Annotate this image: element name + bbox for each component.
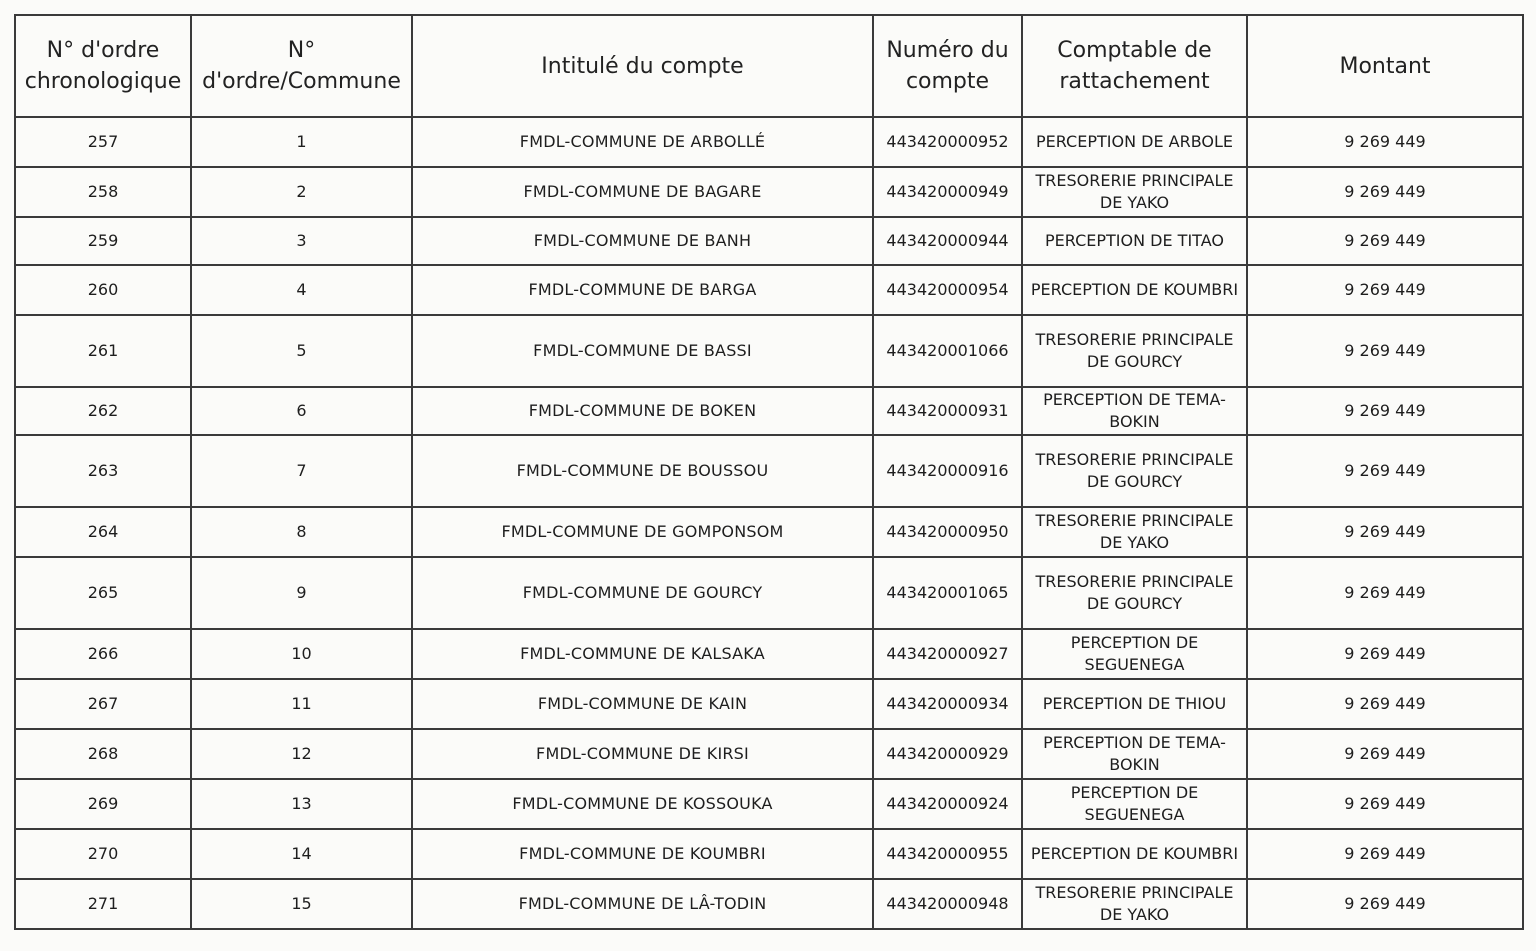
table-row <box>15 557 1523 629</box>
cell-numero-compte: 443420000952 <box>873 117 1022 167</box>
cell-numero-compte: 443420000924 <box>873 779 1022 829</box>
cell-montant: 9 269 449 <box>1247 779 1523 829</box>
header-montant: Montant <box>1247 15 1523 117</box>
cell-comptable-rattachement: PERCEPTION DE TITAO <box>1022 217 1247 265</box>
cell-ordre-commune: 9 <box>191 557 412 629</box>
cell-comptable-rattachement: TRESORERIE PRINCIPALE DE GOURCY <box>1022 435 1247 507</box>
cell-montant: 9 269 449 <box>1247 679 1523 729</box>
cell-intitule-compte: FMDL-COMMUNE DE GOMPONSOM <box>412 507 873 557</box>
cell-ordre-chronologique: 262 <box>15 387 191 435</box>
cell-intitule-compte: FMDL-COMMUNE DE KIRSI <box>412 729 873 779</box>
cell-comptable-rattachement: PERCEPTION DE KOUMBRI <box>1022 265 1247 315</box>
cell-ordre-commune: 13 <box>191 779 412 829</box>
cell-numero-compte: 443420000948 <box>873 879 1022 929</box>
cell-montant: 9 269 449 <box>1247 387 1523 435</box>
cell-intitule-compte: FMDL-COMMUNE DE BASSI <box>412 315 873 387</box>
cell-intitule-compte: FMDL-COMMUNE DE KALSAKA <box>412 629 873 679</box>
cell-numero-compte: 443420000916 <box>873 435 1022 507</box>
cell-numero-compte: 443420000927 <box>873 629 1022 679</box>
table-row <box>15 265 1523 315</box>
cell-montant: 9 269 449 <box>1247 829 1523 879</box>
cell-montant: 9 269 449 <box>1247 729 1523 779</box>
cell-comptable-rattachement: TRESORERIE PRINCIPALE DE YAKO <box>1022 507 1247 557</box>
table-header-row <box>15 15 1523 117</box>
table-row <box>15 829 1523 879</box>
header-ordre-chronologique: N° d'ordre chronologique <box>15 15 191 117</box>
cell-intitule-compte: FMDL-COMMUNE DE GOURCY <box>412 557 873 629</box>
cell-ordre-chronologique: 268 <box>15 729 191 779</box>
cell-ordre-commune: 3 <box>191 217 412 265</box>
cell-numero-compte: 443420000934 <box>873 679 1022 729</box>
header-numero-compte: Numéro du compte <box>873 15 1022 117</box>
cell-ordre-commune: 8 <box>191 507 412 557</box>
accounts-table <box>14 14 1524 930</box>
cell-comptable-rattachement: PERCEPTION DE THIOU <box>1022 679 1247 729</box>
table-row <box>15 117 1523 167</box>
cell-comptable-rattachement: PERCEPTION DE TEMA-BOKIN <box>1022 729 1247 779</box>
cell-montant: 9 269 449 <box>1247 629 1523 679</box>
cell-ordre-chronologique: 271 <box>15 879 191 929</box>
table-row <box>15 729 1523 779</box>
table-row <box>15 879 1523 929</box>
cell-ordre-commune: 11 <box>191 679 412 729</box>
table-body <box>15 117 1523 929</box>
cell-comptable-rattachement: PERCEPTION DE SEGUENEGA <box>1022 779 1247 829</box>
cell-ordre-commune: 10 <box>191 629 412 679</box>
table-row <box>15 679 1523 729</box>
cell-montant: 9 269 449 <box>1247 117 1523 167</box>
table-row <box>15 167 1523 217</box>
cell-comptable-rattachement: PERCEPTION DE TEMA-BOKIN <box>1022 387 1247 435</box>
cell-ordre-commune: 14 <box>191 829 412 879</box>
cell-montant: 9 269 449 <box>1247 315 1523 387</box>
cell-comptable-rattachement: PERCEPTION DE SEGUENEGA <box>1022 629 1247 679</box>
cell-ordre-chronologique: 267 <box>15 679 191 729</box>
cell-numero-compte: 443420001066 <box>873 315 1022 387</box>
cell-ordre-chronologique: 263 <box>15 435 191 507</box>
table-row <box>15 387 1523 435</box>
cell-ordre-chronologique: 266 <box>15 629 191 679</box>
cell-ordre-commune: 6 <box>191 387 412 435</box>
cell-montant: 9 269 449 <box>1247 167 1523 217</box>
cell-ordre-chronologique: 261 <box>15 315 191 387</box>
cell-intitule-compte: FMDL-COMMUNE DE KOSSOUKA <box>412 779 873 829</box>
table-row <box>15 779 1523 829</box>
cell-ordre-commune: 15 <box>191 879 412 929</box>
cell-numero-compte: 443420000929 <box>873 729 1022 779</box>
cell-comptable-rattachement: TRESORERIE PRINCIPALE DE GOURCY <box>1022 557 1247 629</box>
cell-intitule-compte: FMDL-COMMUNE DE BANH <box>412 217 873 265</box>
cell-comptable-rattachement: PERCEPTION DE ARBOLE <box>1022 117 1247 167</box>
cell-comptable-rattachement: TRESORERIE PRINCIPALE DE YAKO <box>1022 879 1247 929</box>
cell-comptable-rattachement: PERCEPTION DE KOUMBRI <box>1022 829 1247 879</box>
cell-ordre-chronologique: 265 <box>15 557 191 629</box>
cell-montant: 9 269 449 <box>1247 217 1523 265</box>
cell-intitule-compte: FMDL-COMMUNE DE KOUMBRI <box>412 829 873 879</box>
cell-ordre-chronologique: 260 <box>15 265 191 315</box>
cell-ordre-chronologique: 257 <box>15 117 191 167</box>
cell-montant: 9 269 449 <box>1247 879 1523 929</box>
cell-intitule-compte: FMDL-COMMUNE DE KAIN <box>412 679 873 729</box>
table-row <box>15 315 1523 387</box>
cell-intitule-compte: FMDL-COMMUNE DE ARBOLLÉ <box>412 117 873 167</box>
cell-numero-compte: 443420000949 <box>873 167 1022 217</box>
header-ordre-commune: N° d'ordre/Commune <box>191 15 412 117</box>
cell-ordre-commune: 4 <box>191 265 412 315</box>
cell-ordre-chronologique: 264 <box>15 507 191 557</box>
table-row <box>15 507 1523 557</box>
cell-ordre-commune: 12 <box>191 729 412 779</box>
header-intitule-compte: Intitulé du compte <box>412 15 873 117</box>
cell-numero-compte: 443420000955 <box>873 829 1022 879</box>
cell-ordre-commune: 5 <box>191 315 412 387</box>
cell-ordre-chronologique: 270 <box>15 829 191 879</box>
cell-intitule-compte: FMDL-COMMUNE DE LÂ-TODIN <box>412 879 873 929</box>
cell-montant: 9 269 449 <box>1247 557 1523 629</box>
cell-intitule-compte: FMDL-COMMUNE DE BOUSSOU <box>412 435 873 507</box>
cell-ordre-chronologique: 258 <box>15 167 191 217</box>
cell-numero-compte: 443420000931 <box>873 387 1022 435</box>
table-row <box>15 435 1523 507</box>
cell-ordre-chronologique: 269 <box>15 779 191 829</box>
cell-montant: 9 269 449 <box>1247 507 1523 557</box>
cell-montant: 9 269 449 <box>1247 435 1523 507</box>
cell-intitule-compte: FMDL-COMMUNE DE BAGARE <box>412 167 873 217</box>
cell-numero-compte: 443420000954 <box>873 265 1022 315</box>
table-row <box>15 217 1523 265</box>
header-comptable-rattachement: Comptable de rattachement <box>1022 15 1247 117</box>
cell-intitule-compte: FMDL-COMMUNE DE BOKEN <box>412 387 873 435</box>
cell-numero-compte: 443420001065 <box>873 557 1022 629</box>
cell-numero-compte: 443420000950 <box>873 507 1022 557</box>
cell-ordre-commune: 7 <box>191 435 412 507</box>
cell-comptable-rattachement: TRESORERIE PRINCIPALE DE YAKO <box>1022 167 1247 217</box>
cell-ordre-commune: 2 <box>191 167 412 217</box>
cell-ordre-commune: 1 <box>191 117 412 167</box>
cell-numero-compte: 443420000944 <box>873 217 1022 265</box>
cell-montant: 9 269 449 <box>1247 265 1523 315</box>
cell-intitule-compte: FMDL-COMMUNE DE BARGA <box>412 265 873 315</box>
table-row <box>15 629 1523 679</box>
cell-ordre-chronologique: 259 <box>15 217 191 265</box>
cell-comptable-rattachement: TRESORERIE PRINCIPALE DE GOURCY <box>1022 315 1247 387</box>
